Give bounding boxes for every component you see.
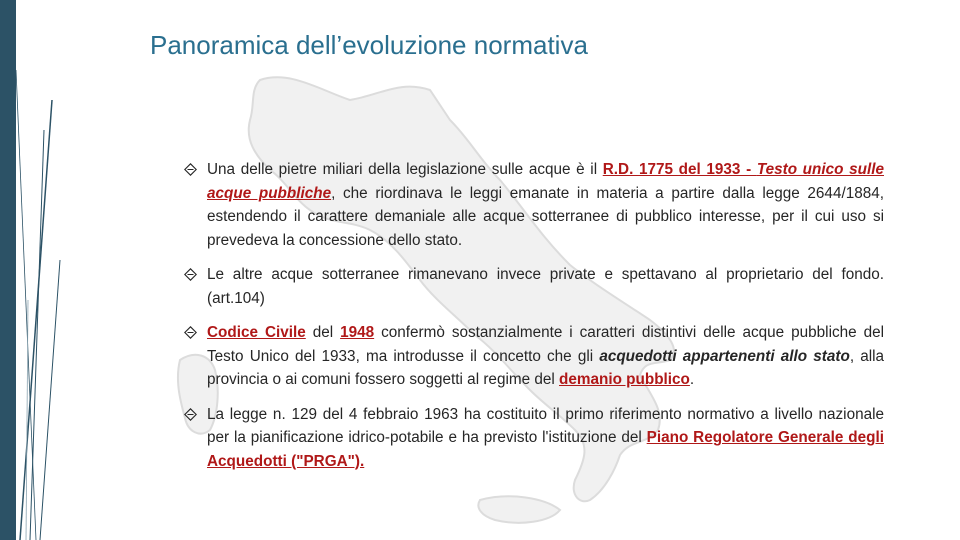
testo-unico-reference: Testo unico sulle acque pubbliche <box>207 161 884 202</box>
bullet-text: La legge n. 129 del 4 febbraio 1963 ha costituito il primo riferimento normativo a livello nazionale per la pianificazione idrico-potabile e ha previsto l'istituzione del <box>207 405 884 446</box>
list-item <box>184 321 884 392</box>
bullet-list <box>184 158 884 473</box>
year-1948-reference: 1948 <box>340 324 375 341</box>
demanio-pubblico-reference: demanio pubblico <box>559 371 690 388</box>
diamond-outline-icon <box>184 163 197 176</box>
codice-civile-reference: Codice Civile <box>207 324 306 341</box>
page-title: Panoramica dell’evoluzione normativa <box>150 30 588 60</box>
bullet-text: , che riordinava le leggi emanate in materia a partire dalla legge 2644/1884, estendendo il carattere demaniale alle acque sotterranee di pubblico interesse, per il cui uso si prevedeva la concessione dello stato. <box>207 184 884 249</box>
bullet-text: del <box>305 324 341 341</box>
list-item <box>184 263 884 310</box>
list-item <box>184 158 884 252</box>
diamond-outline-icon <box>184 326 197 339</box>
list-item <box>184 403 884 474</box>
acquedotti-stato-emphasis: acquedotti appartenenti allo stato <box>599 347 850 365</box>
decorative-lines <box>0 0 120 540</box>
bullet-text: Una delle pietre miliari della legislazione sulle acque è il <box>207 161 603 178</box>
diamond-outline-icon <box>184 408 197 421</box>
rd-1775-reference: R.D. 1775 del 1933 - <box>602 161 757 178</box>
bullet-text: Le altre acque sotterranee rimanevano invece private e spettavano al proprietario del fondo.(art.104) <box>207 266 884 307</box>
diamond-outline-icon <box>184 268 197 281</box>
bullet-text: . <box>689 371 695 388</box>
prga-reference: Piano Regolatore Generale degli Acquedotti ("PRGA"). <box>207 429 884 470</box>
bullet-text: confermò sostanzialmente i caratteri distintivi delle acque pubbliche del Testo Unico del 1933, ma introdusse il concetto che gli <box>207 324 885 365</box>
bullet-text: , alla provincia o ai comuni fossero soggetti al regime del <box>207 347 885 388</box>
